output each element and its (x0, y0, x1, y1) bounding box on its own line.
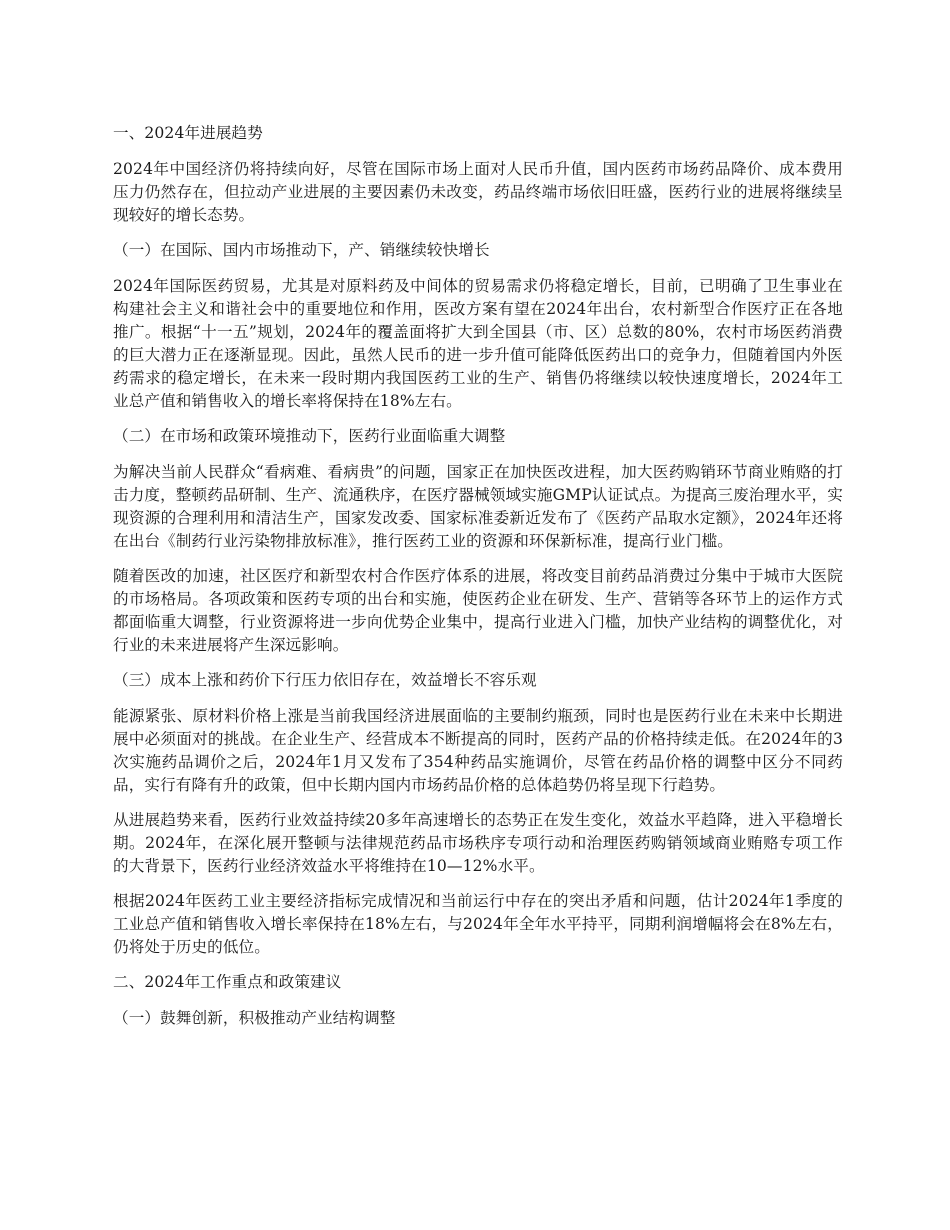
paragraph-market-structure: 随着医改的加速，社区医疗和新型农村合作医疗体系的进展，将改变目前药品消费过分集中于城市大医院的市场格局。各项政策和医药专项的出台和实施，使医药企业在研发、生产、营销等各环节上的运作方式都面临重大调整，行业资源将进一步向优势企业集中，提高行业进入门槛，加快产业结构的调整优化，对行业的未来进展将产生深远影响。 (113, 567, 843, 654)
subheading-policy-adjustment: （二）在市场和政策环境推动下，医药行业面临重大调整 (113, 427, 506, 445)
paragraph-q1-estimate: 根据2024年医药工业主要经济指标完成情况和当前运行中存在的突出矛盾和问题，估计2024年1季度的工业总产值和销售收入增长率保持在18%左右，与2024年全年水平持平，同期利润增幅将会在8%左右，仍将处于历史的低位。 (113, 892, 843, 956)
paragraph-energy-costs: 能源紧张、原材料价格上涨是当前我国经济进展面临的主要制约瓶颈，同时也是医药行业在未来中长期进展中必须面对的挑战。在企业生产、经营成本不断提高的同时，医药产品的价格持续走低。在2024年的3次实施药品调价之后，2024年1月又发布了354种药品实施调价，尽管在药品价格的调整中区分不同药品，实行有降有升的政策，但中长期内国内市场药品价格的总体趋势仍将呈现下行趋势。 (113, 707, 844, 794)
paragraph-efficiency-trend: 从进展趋势来看，医药行业效益持续20多年高速增长的态势正在发生变化，效益水平趋降，进入平稳增长期。2024年，在深化展开整顿与法律规范药品市场秩序专项行动和治理医药购销领域商业贿赂专项工作的大背景下，医药行业经济效益水平将维持在10—12%水平。 (113, 811, 843, 875)
section-heading-trends: 一、2024年进展趋势 (113, 124, 263, 142)
section-heading-priorities: 二、2024年工作重点和政策建议 (113, 973, 342, 991)
subheading-innovation: （一）鼓舞创新，积极推动产业结构调整 (113, 1009, 396, 1027)
subheading-cost-pressure: （三）成本上涨和药价下行压力依旧存在，效益增长不容乐观 (113, 671, 537, 689)
paragraph-international-trade: 2024年国际医药贸易，尤其是对原料药及中间体的贸易需求仍将稳定增长，目前，已明确了卫生事业在构建社会主义和谐社会中的重要地位和作用，医改方案有望在2024年出台，农村新型合作医疗正在各地推广。根据“十一五”规划，2024年的覆盖面将扩大到全国县（市、区）总数的80%，农村市场医药消费的巨大潜力正在逐渐显现。因此，虽然人民币的进一步升值可能降低医药出口的竞争力，但随着国内外医药需求的稳定增长，在未来一段时期内我国医药工业的生产、销售仍将继续以较快速度增长，2024年工业总产值和销售收入的增长率将保持在18%左右。 (113, 277, 843, 410)
paragraph-healthcare-reform: 为解决当前人民群众“看病难、看病贵”的问题，国家正在加快医改进程，加大医药购销环节商业贿赂的打击力度，整顿药品研制、生产、流通秩序，在医疗器械领域实施GMP认证试点。为提高三废治理水平，实现资源的合理利用和清洁生产，国家发改委、国家标准委新近发布了《医药产品取水定额》，2024年还将在出台《制药行业污染物排放标准》，推行医药工业的资源和环保新标准，提高行业门槛。 (113, 463, 843, 550)
subheading-market-growth: （一）在国际、国内市场推动下，产、销继续较快增长 (113, 241, 490, 259)
document-body (113, 122, 843, 1043)
paragraph-economy-outlook: 2024年中国经济仍将持续向好，尽管在国际市场上面对人民币升值，国内医药市场药品降价、成本费用压力仍然存在，但拉动产业进展的主要因素仍未改变，药品终端市场依旧旺盛，医药行业的进展将继续呈现较好的增长态势。 (113, 160, 843, 224)
